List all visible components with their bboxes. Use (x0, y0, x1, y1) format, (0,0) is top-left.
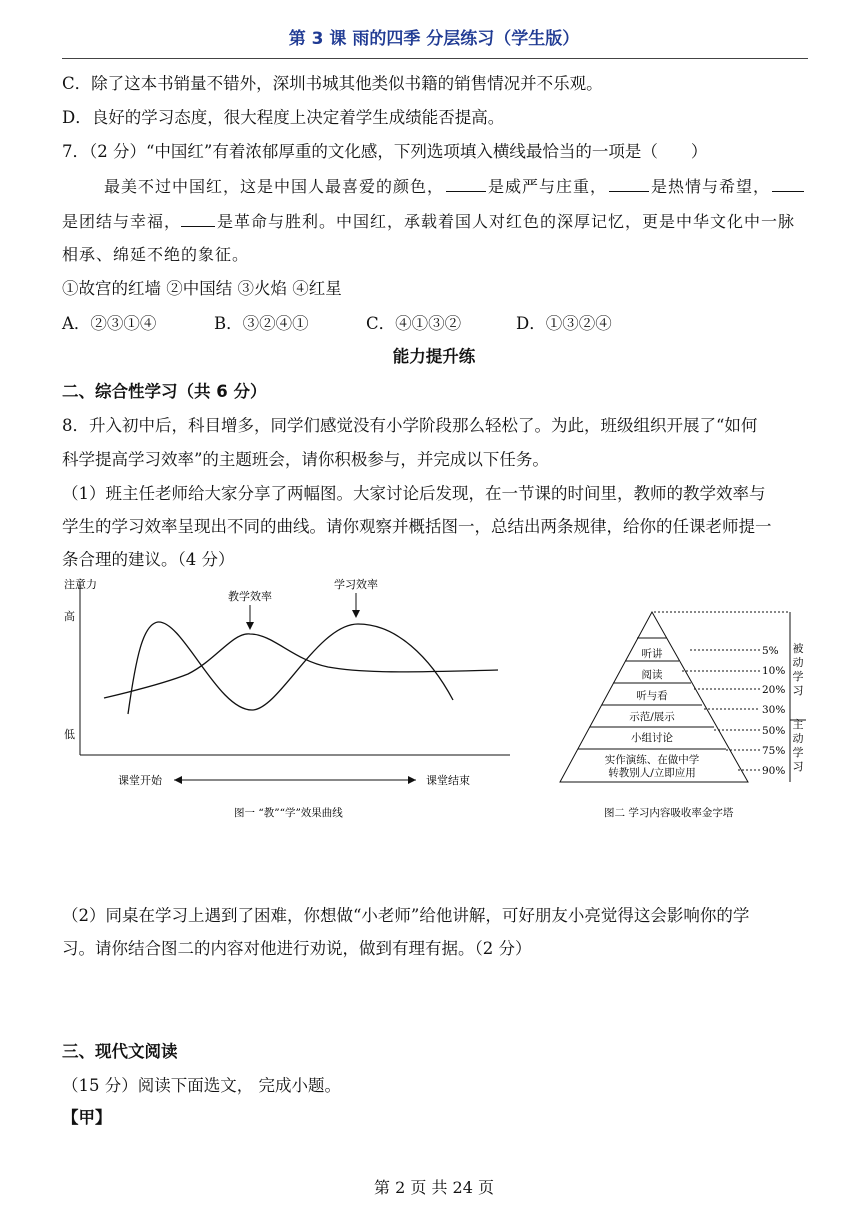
level-label: 阅读 (641, 669, 663, 681)
learning-arrow-head (352, 610, 360, 618)
section2-heading: 二、综合性学习（共 6 分） (62, 382, 267, 401)
q7-stem: 7．（2 分）“中国红”有着浓郁厚重的文化感，下列选项填入横线最恰当的一项是（ ） (62, 142, 708, 161)
level-label: 转教别人/立即应用 (608, 767, 696, 779)
figure1-curve-chart (58, 572, 528, 822)
q7-items: ①故宫的红墙 ②中国结 ③火焰 ④红星 (62, 279, 342, 298)
teaching-arrow-head (246, 622, 254, 630)
figure2-learning-pyramid (552, 600, 820, 822)
figure2-caption: 图二 学习内容吸收率金字塔 (604, 807, 734, 819)
q7-passage-line2 (62, 209, 795, 232)
x-start-label: 课堂开始 (118, 774, 162, 787)
q7-option-c: C．④①③② (366, 314, 462, 333)
header-rule (62, 58, 808, 59)
section3-label-jia: 【甲】 (62, 1108, 112, 1127)
active-learning-label: 主动学习 (792, 718, 804, 773)
level-pct: 30% (762, 704, 786, 716)
level-label: 听讲 (641, 648, 663, 660)
x-end-label: 课堂结束 (426, 774, 470, 787)
learning-efficiency-label: 学习效率 (334, 578, 378, 591)
q6-option-c: C．除了这本书销量不错外，深圳书城其他类似书籍的销售情况并不乐观。 (62, 74, 603, 93)
time-arrow-left (174, 776, 182, 784)
q8-1-line3: 条合理的建议。（4 分） (62, 550, 235, 569)
q6-option-d: D．良好的学习态度，很大程度上决定着学生成绩能否提高。 (62, 108, 505, 127)
q8-1-line2: 学生的学习效率呈现出不同的曲线。请你观察并概括图一，总结出两条规律，给你的任课老师提一 (62, 517, 772, 536)
learning-efficiency-curve (128, 622, 453, 714)
y-axis-label: 注意力 (64, 578, 97, 591)
page-footer: 第 2 页 共 24 页 (374, 1178, 494, 1197)
q7-passage-line1 (104, 174, 806, 197)
level-pct: 20% (762, 684, 786, 696)
time-arrow-right (408, 776, 416, 784)
teaching-efficiency-label: 教学效率 (228, 590, 272, 603)
q7-option-d: D．①③②④ (516, 314, 612, 333)
q8-1-line1: （1）班主任老师给大家分享了两幅图。大家讨论后发现，在一节课的时间里，教师的教学效率与 (62, 484, 766, 503)
figure1-caption: 图一 “教”“学”效果曲线 (234, 807, 343, 819)
q8-stem-line1: 8．升入初中后，科目增多，同学们感觉没有小学阶段那么轻松了。为此，班级组织开展了“如何 (62, 416, 758, 435)
section3-intro: （15 分）阅读下面选文， 完成小题。 (62, 1076, 341, 1095)
y-high-label: 高 (64, 610, 75, 623)
q7-option-b: B．③②④① (214, 314, 309, 333)
q7-passage-text: 是革命与胜利。中国红，承载着国人对红色的深厚记忆，更是中华文化中一脉 (217, 212, 796, 231)
level-pct: 10% (762, 665, 786, 677)
q7-option-a: A．②③①④ (62, 314, 157, 333)
q7-passage-text: 是团结与幸福， (62, 212, 182, 231)
answer-blank (181, 212, 215, 227)
answer-blank (609, 177, 649, 192)
q8-stem-line2: 科学提高学习效率”的主题班会，请你积极参与，并完成以下任务。 (62, 450, 549, 469)
level-pct: 50% (762, 725, 786, 737)
level-pct: 90% (762, 765, 786, 777)
section-title: 能力提升练 (392, 347, 476, 366)
q8-2-line1: （2）同桌在学习上遇到了困难，你想做“小老师”给他讲解，可好朋友小亮觉得这会影响你的学 (62, 906, 750, 925)
level-label: 示范/展示 (629, 711, 675, 723)
q8-2-line2: 习。请你结合图二的内容对他进行劝说，做到有理有据。（2 分） (62, 939, 532, 958)
q7-passage-line3: 相承、绵延不绝的象征。 (62, 245, 250, 264)
level-pct: 5% (762, 645, 779, 657)
q7-passage-text: 是热情与希望， (651, 177, 771, 196)
pyramid-level-labels (605, 647, 700, 779)
answer-blank (772, 177, 804, 192)
y-low-label: 低 (64, 728, 75, 741)
level-label: 实作演练、在做中学 (604, 754, 700, 766)
level-pct: 75% (762, 745, 786, 757)
q7-passage-text: 是威严与庄重， (488, 177, 608, 196)
level-label: 小组讨论 (631, 732, 673, 744)
passive-learning-label: 被动学习 (792, 642, 804, 697)
q7-passage-text: 最美不过中国红，这是中国人最喜爱的颜色， (104, 177, 445, 196)
answer-blank (446, 177, 486, 192)
level-label: 听与看 (636, 690, 668, 702)
page-header-title: 第 3 课 雨的四季 分层练习（学生版） (288, 29, 580, 49)
section3-heading: 三、现代文阅读 (62, 1042, 178, 1061)
